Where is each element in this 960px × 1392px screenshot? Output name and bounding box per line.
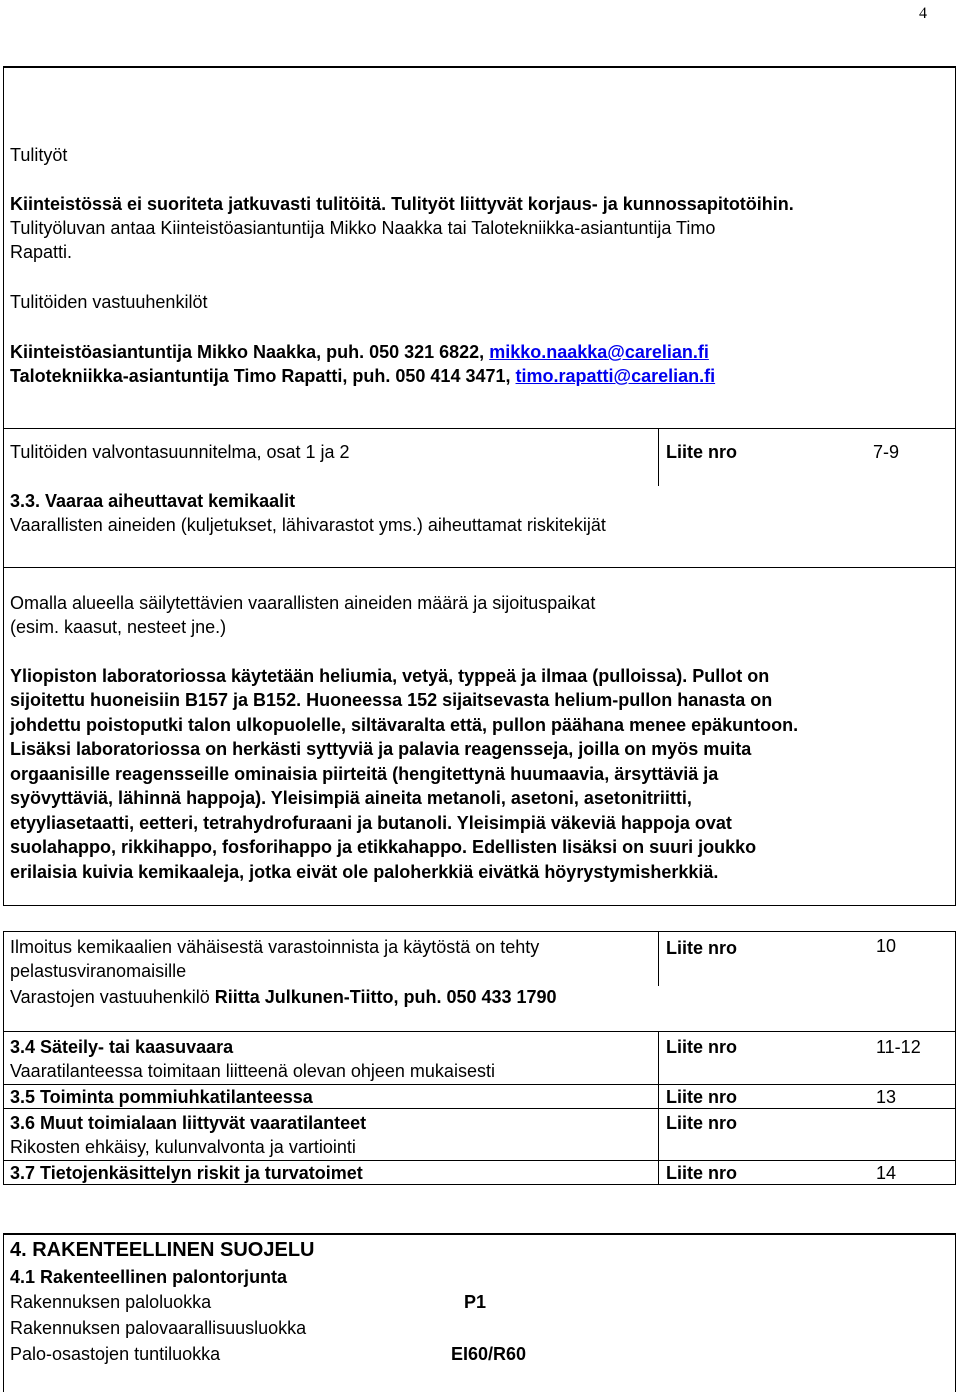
email-link-mikko[interactable]: mikko.naakka@carelian.fi bbox=[489, 342, 709, 362]
section-4-heading: 4. RAKENTEELLINEN SUOJELU bbox=[10, 1239, 315, 1261]
tulityot-heading: Tulityöt bbox=[10, 145, 68, 165]
body-line-8: suolahappo, rikkihappo, fosforihappo ja etikkahappo. Edellisten lisäksi on suuri joukko bbox=[10, 837, 757, 857]
row-3-6-sub: Rikosten ehkäisy, kulunvalvonta ja vartiointi bbox=[10, 1137, 356, 1157]
contact-timo bbox=[10, 364, 715, 388]
row-3-4-title: 3.4 Säteily- tai kaasuvaara bbox=[10, 1037, 234, 1057]
contact-mikko-text: Kiinteistöasiantuntija Mikko Naakka, puh. 050 321 6822, bbox=[10, 342, 490, 362]
varasto-prefix: Varastojen vastuuhenkilö bbox=[10, 987, 215, 1007]
row-3-7-title: 3.7 Tietojenkäsittelyn riskit ja turvatoimet bbox=[10, 1163, 363, 1183]
row-3-6-liite-label: Liite nro bbox=[666, 1113, 737, 1133]
valvonta-liite-label: Liite nro bbox=[666, 442, 737, 462]
row-3-4-top-border bbox=[3, 1031, 956, 1032]
body-line-4: Lisäksi laboratoriossa on herkästi syttyviä ja palavia reagensseja, joilla on myös muita bbox=[10, 739, 752, 759]
ilmoitus-liite-value: 10 bbox=[876, 936, 897, 956]
valvonta-label: Tulitöiden valvontasuunnitelma, osat 1 ja 2 bbox=[10, 442, 350, 462]
varasto-line bbox=[10, 985, 557, 1009]
valvonta-top-border bbox=[3, 428, 956, 429]
paloluokka-value: P1 bbox=[464, 1292, 487, 1312]
row-3-4-liite-value: 11-12 bbox=[876, 1037, 921, 1057]
contact-mikko bbox=[10, 340, 709, 364]
tuntiluokka-value: EI60/R60 bbox=[451, 1344, 527, 1364]
paloluokka-label: Rakennuksen paloluokka bbox=[10, 1292, 212, 1312]
box2-right-border bbox=[955, 931, 956, 1184]
valvonta-liite-value: 7-9 bbox=[873, 442, 900, 462]
email-link-timo[interactable]: timo.rapatti@carelian.fi bbox=[515, 366, 716, 386]
tulityot-para-line-2: Tulityöluvan antaa Kiinteistöasiantuntija Mikko Naakka tai Talotekniikka-asiantuntija Timo bbox=[10, 218, 716, 238]
varasto-contact: Riitta Julkunen-Tiitto, puh. 050 433 1790 bbox=[214, 987, 557, 1007]
section-4-1-subheading: 4.1 Rakenteellinen palontorjunta bbox=[10, 1267, 288, 1287]
omalla-line-2: (esim. kaasut, nesteet jne.) bbox=[10, 617, 227, 637]
box1-bottom-border bbox=[3, 905, 956, 906]
row-3-4-liite-label: Liite nro bbox=[666, 1037, 737, 1057]
tulityot-para-line-3: Rapatti. bbox=[10, 242, 73, 262]
box3-left-border bbox=[3, 1233, 4, 1392]
responsible-heading: Tulitöiden vastuuhenkilöt bbox=[10, 292, 208, 312]
omalla-line-1: Omalla alueella säilytettävien vaarallisten aineiden määrä ja sijoituspaikat bbox=[10, 593, 596, 613]
box2-divider-upper bbox=[658, 931, 659, 986]
section-3-3-heading: 3.3. Vaaraa aiheuttavat kemikaalit bbox=[10, 491, 296, 511]
row-3-7-liite-value: 14 bbox=[876, 1163, 897, 1183]
box3-right-border bbox=[955, 1233, 956, 1392]
body-line-7: etyyliasetaatti, eetteri, tetrahydrofuraani ja butanoli. Yleisimpiä väkeviä happoja ovat bbox=[10, 813, 732, 833]
row-3-5-liite-label: Liite nro bbox=[666, 1087, 737, 1107]
tuntiluokka-label: Palo-osastojen tuntiluokka bbox=[10, 1344, 221, 1364]
row-3-7-liite-label: Liite nro bbox=[666, 1163, 737, 1183]
body-line-3: johdettu poistoputki talon ulkopuolelle, siltävaralta että, pullon päähana menee epäkuntoon. bbox=[10, 715, 799, 735]
omalla-top-border bbox=[3, 567, 956, 568]
box3-top-border bbox=[3, 1233, 956, 1235]
box2-left-border bbox=[3, 931, 4, 1184]
contact-timo-text: Talotekniikka-asiantuntija Timo Rapatti, puh. 050 414 3471, bbox=[10, 366, 516, 386]
box1-top-border bbox=[3, 66, 956, 68]
ilmoitus-liite-label: Liite nro bbox=[666, 938, 737, 958]
ilmoitus-line-2: pelastusviranomaisille bbox=[10, 961, 187, 981]
box1-left-border bbox=[3, 66, 4, 906]
box1-right-border bbox=[955, 66, 956, 906]
box2-divider-lower bbox=[658, 1031, 659, 1184]
row-3-4-sub: Vaaratilanteessa toimitaan liitteenä olevan ohjeen mukaisesti bbox=[10, 1061, 495, 1081]
palovaarallisuusluokka-label: Rakennuksen palovaarallisuusluokka bbox=[10, 1318, 307, 1338]
ilmoitus-line-1: Ilmoitus kemikaalien vähäisestä varastoinnista ja käytöstä on tehty bbox=[10, 937, 540, 957]
body-line-5: orgaanisille reagensseille ominaisia piirteitä (hengitettynä huumaavia, ärsyttäviä ja bbox=[10, 764, 719, 784]
box2-top-border bbox=[3, 931, 956, 932]
body-line-2: sijoitettu huoneisiin B157 ja B152. Huoneessa 152 sijaitsevasta helium-pullon hanasta on bbox=[10, 690, 773, 710]
body-line-6: syövyttäviä, lähinnä happoja). Yleisimpiä aineita metanoli, asetoni, asetonitriitti, bbox=[10, 788, 692, 808]
page-number: 4 bbox=[919, 5, 927, 22]
row-3-5-title: 3.5 Toiminta pommiuhkatilanteessa bbox=[10, 1087, 313, 1107]
valvonta-divider bbox=[658, 428, 659, 486]
section-3-3-subheading: Vaarallisten aineiden (kuljetukset, lähivarastot yms.) aiheuttamat riskitekijät bbox=[10, 515, 606, 535]
body-line-1: Yliopiston laboratoriossa käytetään heliumia, vetyä, typpeä ja ilmaa (pulloissa). Pullot on bbox=[10, 666, 770, 686]
body-line-9: erilaisia kuivia kemikaaleja, jotka eivät ole paloherkkiä eivätkä höyrystymisherkkiä. bbox=[10, 862, 719, 882]
tulityot-para-line-1: Kiinteistössä ei suoriteta jatkuvasti tulitöitä. Tulityöt liittyvät korjaus- ja kunnossapitotöihin. bbox=[10, 194, 794, 214]
row-3-5-liite-value: 13 bbox=[876, 1087, 897, 1107]
row-3-6-title: 3.6 Muut toimialaan liittyvät vaaratilanteet bbox=[10, 1113, 367, 1133]
